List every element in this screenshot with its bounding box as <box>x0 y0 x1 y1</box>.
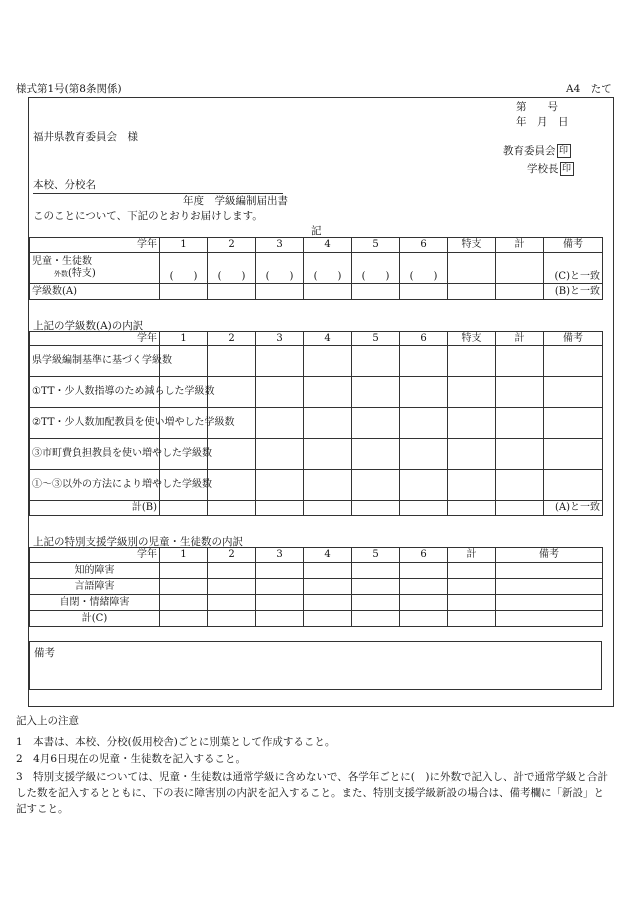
table-cell[interactable] <box>256 611 304 627</box>
table-cell[interactable] <box>304 346 352 377</box>
table-cell[interactable] <box>496 253 544 284</box>
header-cell: 備考 <box>544 238 603 253</box>
table-cell[interactable] <box>448 346 496 377</box>
header-cell: 2 <box>208 332 256 346</box>
table-cell[interactable] <box>544 408 603 439</box>
school-name-field[interactable] <box>33 177 283 194</box>
table-cell[interactable] <box>160 253 208 284</box>
table-cell[interactable] <box>544 439 603 470</box>
table-cell[interactable] <box>352 595 400 611</box>
table-cell[interactable] <box>256 595 304 611</box>
header-cell: 6 <box>400 332 448 346</box>
header-cell: 6 <box>400 238 448 253</box>
table-cell[interactable] <box>256 470 304 501</box>
header-cell: 備考 <box>544 332 603 346</box>
table-cell[interactable] <box>256 563 304 579</box>
table-cell[interactable] <box>448 595 496 611</box>
note-cell: (A)と一致 <box>544 501 603 516</box>
table-cell[interactable] <box>208 439 256 470</box>
row-label: 言語障害 <box>30 579 160 595</box>
table-cell[interactable] <box>448 439 496 470</box>
table-cell[interactable] <box>496 563 603 579</box>
header-cell: 6 <box>400 548 448 563</box>
header-grade: 学年 <box>30 332 160 346</box>
table-cell[interactable] <box>544 346 603 377</box>
table-cell[interactable] <box>256 253 304 284</box>
header-cell: 2 <box>208 548 256 563</box>
header-cell: 1 <box>160 548 208 563</box>
header-cell: 3 <box>256 332 304 346</box>
table-cell[interactable] <box>208 284 256 300</box>
table-cell[interactable] <box>304 501 352 516</box>
table-cell[interactable] <box>304 611 352 627</box>
table-cell[interactable] <box>160 579 208 595</box>
table-cell[interactable] <box>496 595 603 611</box>
principal-label: 学校長 <box>527 163 559 175</box>
table-cell[interactable] <box>544 470 603 501</box>
table-cell[interactable] <box>400 579 448 595</box>
special-support-table <box>29 547 603 627</box>
table-cell[interactable] <box>208 470 256 501</box>
table-cell[interactable] <box>496 377 544 408</box>
notes-title: 記入上の注意 <box>16 715 79 727</box>
table-cell[interactable] <box>496 439 544 470</box>
intro-text: このことについて、下記のとおりお届けします。 <box>33 210 263 222</box>
row-label: 計(C) <box>30 611 160 627</box>
table-cell[interactable] <box>496 284 544 300</box>
table-cell[interactable] <box>448 563 496 579</box>
ki-mark: 記 <box>311 225 322 237</box>
note-item: 1 本書は、本校、分校(仮用校舎)ごとに別葉として作成すること。 <box>16 736 336 748</box>
table-cell[interactable] <box>352 346 400 377</box>
header-cell: 計 <box>496 332 544 346</box>
table-cell[interactable] <box>304 253 352 284</box>
table-cell[interactable] <box>304 439 352 470</box>
note-cell: (B)と一致 <box>544 284 603 300</box>
table-cell[interactable] <box>352 579 400 595</box>
table-cell[interactable] <box>256 579 304 595</box>
table-cell[interactable] <box>448 253 496 284</box>
note-cell: (C)と一致 <box>544 253 603 284</box>
table-cell[interactable] <box>400 377 448 408</box>
table-cell[interactable] <box>208 563 256 579</box>
students-label: 児童・生徒数 <box>32 256 92 267</box>
header-cell: 3 <box>256 238 304 253</box>
seal-stamp-icon: 印 <box>557 144 571 158</box>
remarks-label: 備考 <box>34 647 55 659</box>
header-cell: 3 <box>256 548 304 563</box>
table-cell[interactable] <box>400 563 448 579</box>
header-cell: 備考 <box>496 548 603 563</box>
table-cell[interactable] <box>208 346 256 377</box>
special-label: (特支) <box>68 268 96 279</box>
remarks-box[interactable] <box>29 641 602 690</box>
school-name-label: 本校、分校名 <box>33 179 96 191</box>
table-cell[interactable] <box>352 439 400 470</box>
table-cell[interactable] <box>304 284 352 300</box>
table-cell[interactable] <box>352 501 400 516</box>
seal-stamp-icon: 印 <box>560 162 574 176</box>
row-label: 知的障害 <box>30 563 160 579</box>
table-cell[interactable] <box>352 377 400 408</box>
table-cell[interactable] <box>160 563 208 579</box>
table-cell[interactable] <box>256 439 304 470</box>
table-cell[interactable] <box>208 501 256 516</box>
table-cell[interactable] <box>496 611 603 627</box>
table-cell[interactable] <box>304 408 352 439</box>
header-cell: 特支 <box>448 332 496 346</box>
table-cell[interactable] <box>352 253 400 284</box>
row-label: ①TT・少人数指導のため減らした学級数 <box>30 377 160 408</box>
header-cell: 5 <box>352 238 400 253</box>
header-cell: 1 <box>160 238 208 253</box>
row-label-students <box>30 253 160 284</box>
table-cell[interactable] <box>448 470 496 501</box>
table-cell[interactable] <box>448 501 496 516</box>
document-number[interactable]: 第 号 <box>516 101 558 113</box>
table-cell[interactable] <box>352 611 400 627</box>
table-cell[interactable] <box>400 439 448 470</box>
header-cell: 計 <box>496 238 544 253</box>
paren-field: ( ) <box>265 271 294 282</box>
paper-size: A4 たて <box>566 83 612 95</box>
note-item: 2 4月6日現在の児童・生徒数を記入すること。 <box>16 753 247 765</box>
table-cell[interactable] <box>496 346 544 377</box>
table-cell[interactable] <box>448 377 496 408</box>
table-cell[interactable] <box>208 611 256 627</box>
table-cell[interactable] <box>448 611 496 627</box>
row-label: 県学級編制基準に基づく学級数 <box>30 346 160 377</box>
table-cell[interactable] <box>496 579 603 595</box>
table-cell[interactable] <box>400 346 448 377</box>
header-cell: 2 <box>208 238 256 253</box>
header-cell: 1 <box>160 332 208 346</box>
header-grade: 学年 <box>30 548 160 563</box>
table-cell[interactable] <box>352 284 400 300</box>
committee-line <box>503 143 571 158</box>
paren-field: ( ) <box>409 271 438 282</box>
table-cell[interactable] <box>256 377 304 408</box>
header-cell: 計 <box>448 548 496 563</box>
header-cell: 5 <box>352 332 400 346</box>
paren-field: ( ) <box>313 271 342 282</box>
form-title: 様式第1号(第8条関係) <box>16 83 122 95</box>
section-2-title: 上記の学級数(A)の内訳 <box>33 320 144 332</box>
table-cell[interactable] <box>400 253 448 284</box>
table-cell[interactable] <box>304 595 352 611</box>
table-cell[interactable] <box>400 408 448 439</box>
document-date[interactable]: 年 月 日 <box>516 116 569 128</box>
outside-count-label: 外数 <box>54 270 68 278</box>
paren-field: ( ) <box>217 271 246 282</box>
table-cell[interactable] <box>352 408 400 439</box>
row-label: ①～③以外の方法により増やした学級数 <box>30 470 160 501</box>
table-cell[interactable] <box>304 470 352 501</box>
paren-field: ( ) <box>361 271 390 282</box>
header-grade: 学年 <box>30 238 160 253</box>
row-label: ②TT・少人数加配教員を使い増やした学級数 <box>30 408 160 439</box>
table-cell[interactable] <box>304 377 352 408</box>
table-cell[interactable] <box>160 595 208 611</box>
header-cell: 4 <box>304 332 352 346</box>
row-label: ③市町費負担教員を使い増やした学級数 <box>30 439 160 470</box>
table-cell[interactable] <box>400 595 448 611</box>
table-cell[interactable] <box>400 284 448 300</box>
table-cell[interactable] <box>448 284 496 300</box>
committee-label: 教育委員会 <box>503 145 556 157</box>
table-cell[interactable] <box>256 284 304 300</box>
table-cell[interactable] <box>400 501 448 516</box>
table-cell[interactable] <box>256 408 304 439</box>
header-cell: 特支 <box>448 238 496 253</box>
table-cell[interactable] <box>352 470 400 501</box>
table-cell[interactable] <box>304 563 352 579</box>
table-cell[interactable] <box>160 611 208 627</box>
paren-field: ( ) <box>169 271 198 282</box>
student-count-table <box>29 237 603 300</box>
table-cell[interactable] <box>256 501 304 516</box>
class-breakdown-table <box>29 331 603 516</box>
principal-line <box>527 161 574 176</box>
addressee: 福井県教育委員会 様 <box>33 131 138 143</box>
note-item: 3 特別支援学級については、児童・生徒数は通常学級に含めないで、各学年ごとに( )に外数で記入し、計で通常学級と合計した数を記入するとともに、下の表に障害別の内訳を記入すること。また、特別支援学級新設の場合は、備考欄に「新設」と記すこと。 <box>16 771 608 815</box>
table-cell[interactable] <box>448 408 496 439</box>
table-cell[interactable] <box>496 470 544 501</box>
table-cell[interactable] <box>400 611 448 627</box>
table-cell[interactable] <box>496 408 544 439</box>
table-cell[interactable] <box>304 579 352 595</box>
header-cell: 5 <box>352 548 400 563</box>
table-cell[interactable] <box>160 284 208 300</box>
header-cell: 4 <box>304 548 352 563</box>
document-title: 年度 学級編制届出書 <box>183 195 288 207</box>
table-cell[interactable] <box>256 346 304 377</box>
table-cell[interactable] <box>208 253 256 284</box>
table-cell[interactable] <box>160 501 208 516</box>
table-cell[interactable] <box>496 501 544 516</box>
row-label-classes: 学級数(A) <box>30 284 160 300</box>
section-3-title: 上記の特別支援学級別の児童・生徒数の内訳 <box>33 536 243 548</box>
header-cell: 4 <box>304 238 352 253</box>
table-cell[interactable] <box>208 595 256 611</box>
row-label: 自閉・情緒障害 <box>30 595 160 611</box>
table-cell[interactable] <box>448 579 496 595</box>
table-cell[interactable] <box>352 563 400 579</box>
table-cell[interactable] <box>544 377 603 408</box>
total-b-label: 計(B) <box>30 501 160 516</box>
table-cell[interactable] <box>400 470 448 501</box>
table-cell[interactable] <box>208 579 256 595</box>
